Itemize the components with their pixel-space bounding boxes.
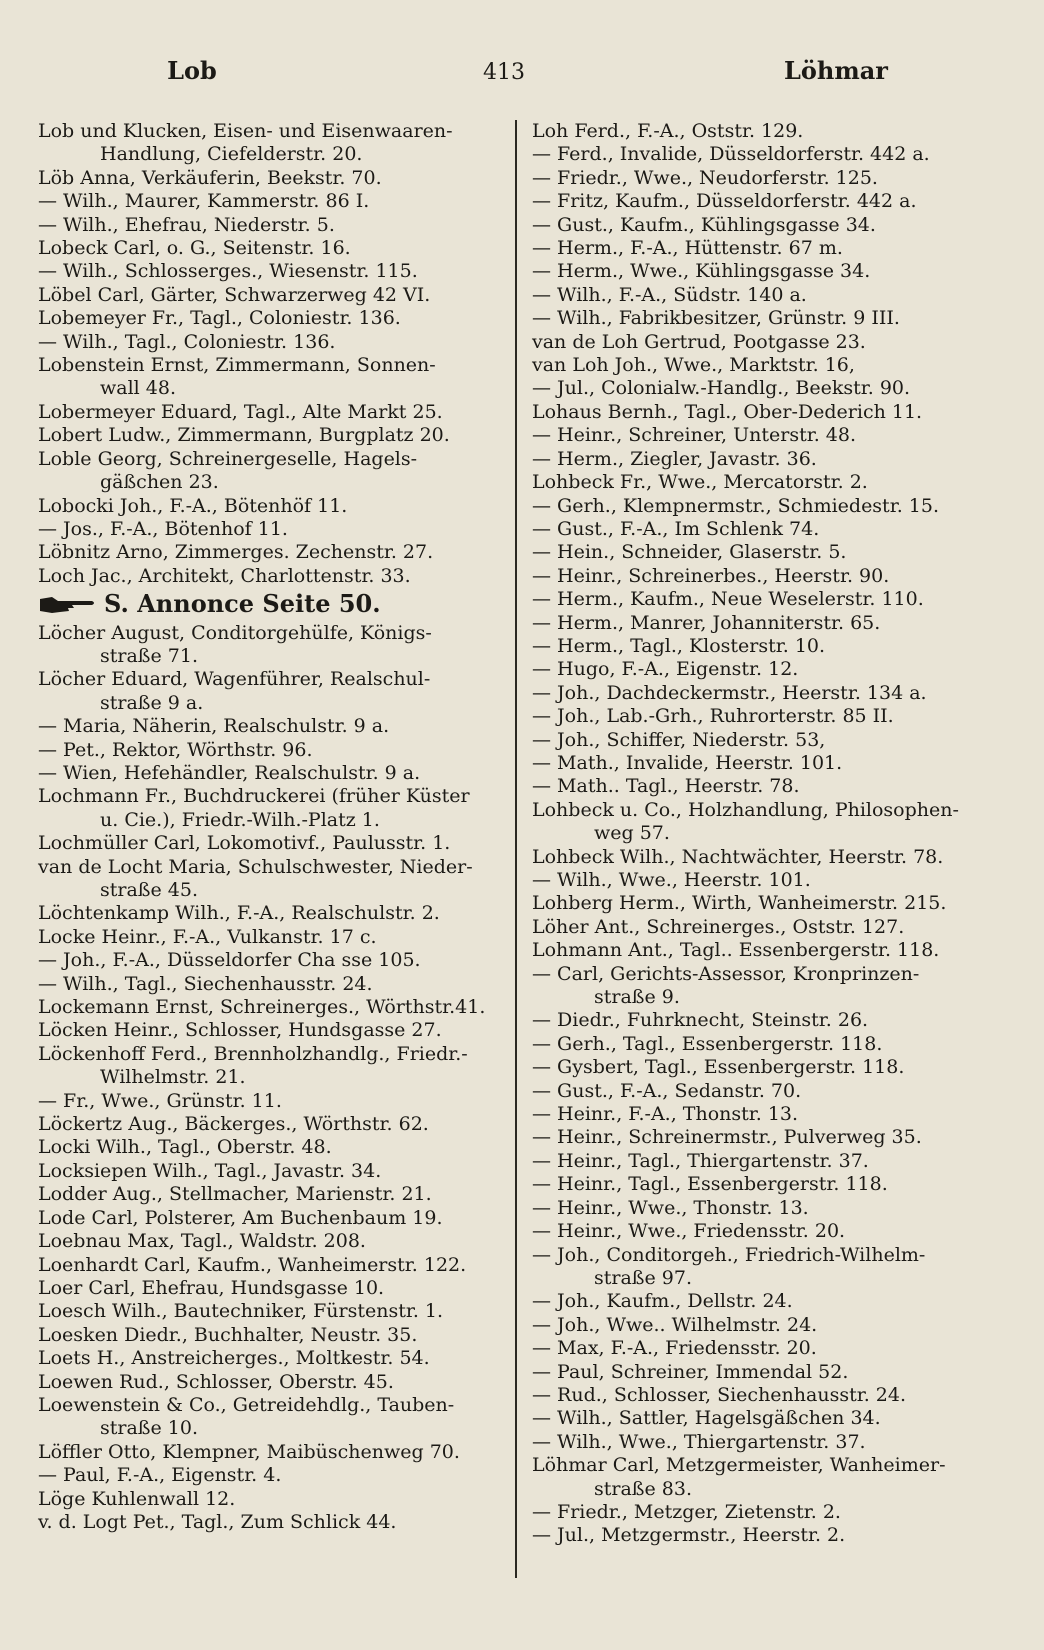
- right-column: [532, 120, 1002, 1548]
- directory-entry: Loewenstein & Co., Getreidehdlg., Tauben-: [38, 1393, 455, 1416]
- left-column: [38, 120, 500, 1548]
- directory-entry: Lobenstein Ernst, Zimmermann, Sonnen-: [38, 354, 436, 377]
- directory-entry: — Joh., Dachdeckermstr., Heerstr. 134 a.: [532, 681, 927, 704]
- directory-entry: — Joh., Lab.-Grh., Ruhrorterstr. 85 II.: [532, 705, 894, 728]
- directory-entry: — Herm., Tagl., Klosterstr. 10.: [532, 634, 826, 657]
- directory-entry: — Wilh., Schlosserges., Wiesenstr. 115.: [38, 260, 418, 283]
- directory-entry: — Friedr., Metzger, Zietenstr. 2.: [532, 1500, 841, 1523]
- directory-entry: — Ferd., Invalide, Düsseldorferstr. 442 a.: [532, 143, 930, 166]
- directory-entry: — Jul., Metzgermstr., Heerstr. 2.: [532, 1524, 846, 1547]
- directory-entry: — Math., Invalide, Heerstr. 101.: [532, 751, 843, 774]
- directory-entry: — Joh., Kaufm., Dellstr. 24.: [532, 1290, 793, 1313]
- directory-entry: — Heinr., Wwe., Friedensstr. 20.: [532, 1220, 846, 1243]
- directory-entry: van de Locht Maria, Schulschwester, Nieder-: [38, 855, 473, 878]
- directory-entry-continuation: straße 9 a.: [100, 691, 204, 714]
- directory-entry: — Joh., Wwe.. Wilhelmstr. 24.: [532, 1313, 818, 1336]
- directory-entry: — Fr., Wwe., Grünstr. 11.: [38, 1089, 282, 1112]
- directory-entry: — Wilh., Sattler, Hagelsgäßchen 34.: [532, 1407, 881, 1430]
- directory-entry: — Jos., F.-A., Bötenhof 11.: [38, 517, 288, 540]
- directory-entry: — Herm., Manrer, Johanniterstr. 65.: [532, 611, 881, 634]
- directory-entry: — Joh., Schiffer, Niederstr. 53,: [532, 728, 826, 751]
- directory-entry: — Carl, Gerichts-Assessor, Kronprinzen-: [532, 962, 920, 985]
- directory-entry-continuation: straße 10.: [100, 1417, 198, 1440]
- directory-entry: — Heinr., Schreinermstr., Pulverweg 35.: [532, 1126, 922, 1149]
- directory-entry: — Gysbert, Tagl., Essenbergerstr. 118.: [532, 1056, 905, 1079]
- annonce-reference: [38, 589, 500, 619]
- directory-entry: van de Loh Gertrud, Pootgasse 23.: [532, 330, 866, 353]
- directory-entry: Loewen Rud., Schlosser, Oberstr. 45.: [38, 1370, 394, 1393]
- directory-entry: Lobeck Carl, o. G., Seitenstr. 16.: [38, 237, 351, 260]
- directory-entry: Loesken Diedr., Buchhalter, Neustr. 35.: [38, 1323, 418, 1346]
- directory-entry-continuation: straße 9.: [594, 986, 680, 1009]
- directory-entry: — Wilh., Maurer, Kammerstr. 86 I.: [38, 190, 370, 213]
- directory-entry: Lockemann Ernst, Schreinerges., Wörthstr.41.: [38, 996, 486, 1019]
- directory-entry: Loble Georg, Schreinergeselle, Hagels-: [38, 447, 418, 470]
- directory-entry: Locksiepen Wilh., Tagl., Javastr. 34.: [38, 1159, 382, 1182]
- directory-entry-continuation: wall 48.: [100, 377, 176, 400]
- directory-entry: Locki Wilh., Tagl., Oberstr. 48.: [38, 1136, 332, 1159]
- directory-entry: Lodder Aug., Stellmacher, Marienstr. 21.: [38, 1183, 432, 1206]
- directory-entry: — Wilh., Ehefrau, Niederstr. 5.: [38, 213, 335, 236]
- directory-entry: — Paul, Schreiner, Immendal 52.: [532, 1360, 849, 1383]
- directory-entry: — Joh., Conditorgeh., Friedrich-Wilhelm-: [532, 1243, 926, 1266]
- directory-entry: — Wilh., Tagl., Coloniestr. 136.: [38, 330, 336, 353]
- directory-entry: — Heinr., F.-A., Thonstr. 13.: [532, 1103, 799, 1126]
- directory-entry: Löchtenkamp Wilh., F.-A., Realschulstr. 2.: [38, 902, 440, 925]
- directory-entry-continuation: Handlung, Ciefelderstr. 20.: [100, 143, 363, 166]
- directory-entry: Lochmüller Carl, Lokomotivf., Paulusstr. 1.: [38, 832, 451, 855]
- directory-entry: — Gerh., Klempnermstr., Schmiedestr. 15.: [532, 494, 939, 517]
- directory-columns: [38, 120, 1010, 1548]
- directory-entry: — Pet., Rektor, Wörthstr. 96.: [38, 738, 313, 761]
- directory-entry: — Friedr., Wwe., Neudorferstr. 125.: [532, 166, 878, 189]
- directory-entry: Loebnau Max, Tagl., Waldstr. 208.: [38, 1230, 366, 1253]
- directory-entry: — Jul., Colonialw.-Handlg., Beekstr. 90.: [532, 377, 911, 400]
- directory-entry-continuation: u. Cie.), Friedr.-Wilh.-Platz 1.: [100, 808, 380, 831]
- directory-entry: Lobermeyer Eduard, Tagl., Alte Markt 25.: [38, 400, 443, 423]
- directory-entry: Lobemeyer Fr., Tagl., Coloniestr. 136.: [38, 307, 401, 330]
- directory-entry: Loets H., Anstreicherges., Moltkestr. 54.: [38, 1347, 430, 1370]
- directory-entry: — Gust., F.-A., Sedanstr. 70.: [532, 1079, 802, 1102]
- directory-entry: Löge Kuhlenwall 12.: [38, 1487, 236, 1510]
- directory-entry: Lohbeck Fr., Wwe., Mercatorstr. 2.: [532, 471, 868, 494]
- directory-entry: — Heinr., Wwe., Thonstr. 13.: [532, 1196, 809, 1219]
- directory-entry: Löhmar Carl, Metzgermeister, Wanheimer-: [532, 1454, 946, 1477]
- page-header: [38, 56, 1010, 92]
- directory-entry: Löffler Otto, Klempner, Maibüschenweg 70.: [38, 1440, 460, 1463]
- directory-entry: Lohaus Bernh., Tagl., Ober-Dederich 11.: [532, 400, 923, 423]
- directory-entry: — Wilh., Wwe., Heerstr. 101.: [532, 869, 811, 891]
- directory-entry: — Joh., F.-A., Düsseldorfer Cha sse 105.: [38, 949, 421, 972]
- directory-entry: Lode Carl, Polsterer, Am Buchenbaum 19.: [38, 1206, 443, 1229]
- directory-entry: — Wien, Hefehändler, Realschulstr. 9 a.: [38, 761, 421, 784]
- directory-entry-continuation: straße 83.: [594, 1477, 692, 1500]
- directory-entry: — Heinr., Tagl., Thiergartenstr. 37.: [532, 1149, 869, 1172]
- directory-entry: — Wilh., Tagl., Siechenhausstr. 24.: [38, 972, 373, 995]
- directory-entry: Löcken Heinr., Schlosser, Hundsgasse 27.: [38, 1019, 442, 1042]
- directory-entry: Löckenhoff Ferd., Brennholzhandlg., Friedr.-: [38, 1042, 468, 1065]
- directory-entry: Löckertz Aug., Bäckerges., Wörthstr. 62.: [38, 1113, 429, 1136]
- directory-entry: Lohbeck u. Co., Holzhandlung, Philosophen-: [532, 798, 959, 821]
- directory-entry: — Herm., Wwe., Kühlingsgasse 34.: [532, 260, 871, 283]
- directory-entry: — Wilh., Wwe., Thiergartenstr. 37.: [532, 1430, 866, 1453]
- directory-entry: van Loh Joh., Wwe., Marktstr. 16,: [532, 354, 855, 377]
- directory-entry: Löcher Eduard, Wagenführer, Realschul-: [38, 668, 431, 691]
- directory-entry: — Hugo, F.-A., Eigenstr. 12.: [532, 658, 799, 681]
- directory-entry: Lobocki Joh., F.-A., Bötenhöf 11.: [38, 494, 348, 517]
- directory-entry: Löb Anna, Verkäuferin, Beekstr. 70.: [38, 166, 382, 189]
- directory-entry: — Gust., F.-A., Im Schlenk 74.: [532, 517, 820, 540]
- directory-entry: Loch Jac., Architekt, Charlottenstr. 33.: [38, 564, 411, 587]
- directory-entry: Löcher August, Conditorgehülfe, Königs-: [38, 621, 432, 644]
- directory-entry: — Heinr., Schreinerbes., Heerstr. 90.: [532, 564, 890, 587]
- directory-entry: — Wilh., F.-A., Südstr. 140 a.: [532, 283, 807, 306]
- directory-entry: Lohberg Herm., Wirth, Wanheimerstr. 215.: [532, 892, 947, 915]
- directory-entry: Loer Carl, Ehefrau, Hundsgasse 10.: [38, 1276, 385, 1299]
- annonce-text: S. Annonce Seite 50.: [104, 589, 381, 619]
- directory-entry: — Diedr., Fuhrknecht, Steinstr. 26.: [532, 1009, 869, 1032]
- column-divider: [515, 120, 517, 1578]
- directory-entry: — Max, F.-A., Friedensstr. 20.: [532, 1337, 817, 1360]
- directory-entry: Lobert Ludw., Zimmermann, Burgplatz 20.: [38, 424, 450, 447]
- page-number: 413: [483, 60, 525, 85]
- directory-entry-continuation: straße 71.: [100, 644, 198, 667]
- directory-entry: — Herm., Ziegler, Javastr. 36.: [532, 447, 817, 470]
- directory-entry: — Herm., F.-A., Hüttenstr. 67 m.: [532, 237, 843, 260]
- directory-entry: Lohbeck Wilh., Nachtwächter, Heerstr. 78.: [532, 845, 944, 868]
- directory-entry: Löbel Carl, Gärter, Schwarzerweg 42 VI.: [38, 283, 431, 306]
- directory-entry-continuation: Wilhelmstr. 21.: [100, 1066, 246, 1089]
- directory-entry: — Heinr., Tagl., Essenbergerstr. 118.: [532, 1173, 888, 1196]
- directory-entry: — Gust., Kaufm., Kühlingsgasse 34.: [532, 213, 876, 236]
- directory-entry: Locke Heinr., F.-A., Vulkanstr. 17 c.: [38, 925, 377, 948]
- directory-entry: — Heinr., Schreiner, Unterstr. 48.: [532, 424, 857, 447]
- directory-entry: — Fritz, Kaufm., Düsseldorferstr. 442 a.: [532, 190, 917, 213]
- directory-entry: — Wilh., Fabrikbesitzer, Grünstr. 9 III.: [532, 307, 900, 330]
- directory-entry: Loesch Wilh., Bautechniker, Fürstenstr. 1.: [38, 1300, 444, 1323]
- directory-entry: Loenhardt Carl, Kaufm., Wanheimerstr. 122.: [38, 1253, 467, 1276]
- directory-entry: Lohmann Ant., Tagl.. Essenbergerstr. 118.: [532, 939, 940, 962]
- directory-entry: — Gerh., Tagl., Essenbergerstr. 118.: [532, 1032, 883, 1055]
- directory-entry: Löher Ant., Schreinerges., Oststr. 127.: [532, 915, 905, 938]
- directory-entry: — Hein., Schneider, Glaserstr. 5.: [532, 541, 847, 564]
- directory-entry: — Herm., Kaufm., Neue Weselerstr. 110.: [532, 588, 924, 611]
- header-right-keyword: Löhmar: [784, 56, 888, 85]
- directory-entry-continuation: weg 57.: [594, 822, 670, 845]
- header-left-keyword: Lob: [167, 56, 217, 85]
- pointing-hand-icon: [38, 593, 96, 615]
- directory-entry: — Maria, Näherin, Realschulstr. 9 a.: [38, 715, 390, 738]
- directory-entry-continuation: straße 97.: [594, 1266, 692, 1289]
- directory-entry: — Rud., Schlosser, Siechenhausstr. 24.: [532, 1383, 907, 1406]
- directory-entry: Loh Ferd., F.-A., Oststr. 129.: [532, 120, 804, 142]
- directory-entry: — Paul, F.-A., Eigenstr. 4.: [38, 1464, 282, 1487]
- directory-entry-continuation: gäßchen 23.: [100, 471, 219, 494]
- directory-entry: — Math.. Tagl., Heerstr. 78.: [532, 775, 800, 798]
- directory-entry: Lochmann Fr., Buchdruckerei (früher Küster: [38, 785, 470, 808]
- directory-entry: Lob und Klucken, Eisen- und Eisenwaaren-: [38, 120, 453, 142]
- directory-entry-continuation: straße 45.: [100, 879, 198, 901]
- directory-entry: v. d. Logt Pet., Tagl., Zum Schlick 44.: [38, 1510, 397, 1533]
- directory-entry: Löbnitz Arno, Zimmerges. Zechenstr. 27.: [38, 541, 434, 564]
